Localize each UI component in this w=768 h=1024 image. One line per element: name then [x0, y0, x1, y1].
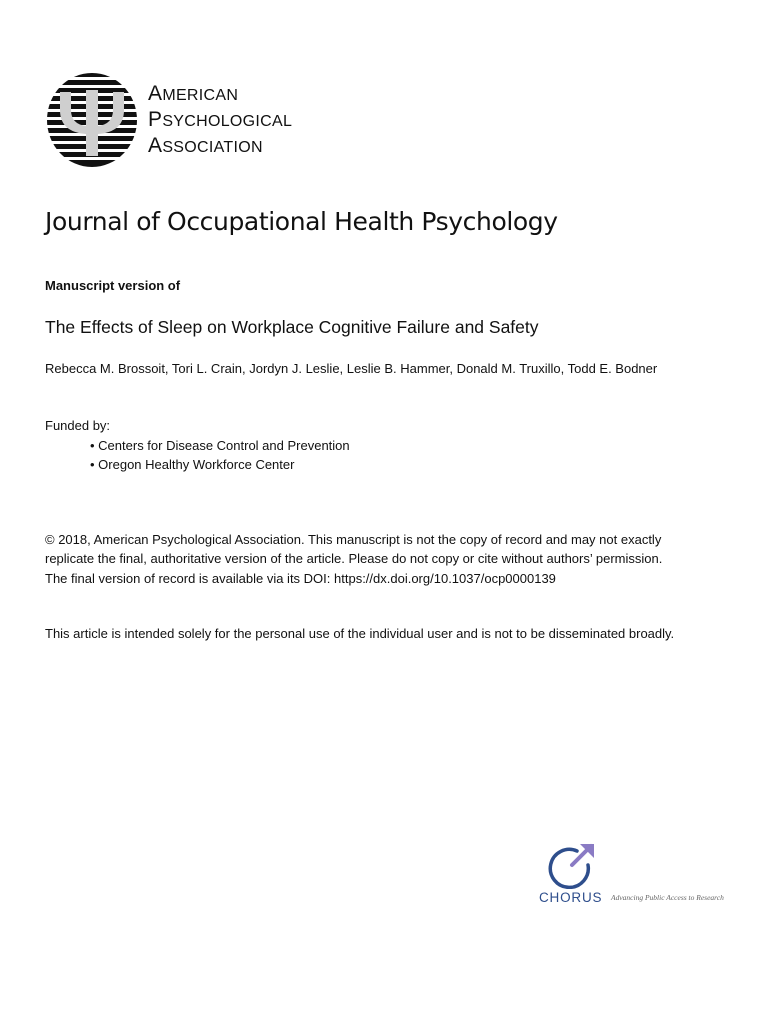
chorus-wordmark: CHORUS	[539, 890, 603, 905]
funder-list	[90, 436, 350, 474]
apa-logo	[46, 72, 296, 168]
copyright-line: The final version of record is available via its DOI: https://dx.doi.org/10.1037/ocp0000139	[45, 570, 556, 586]
personal-use-notice: This article is intended solely for the personal use of the individual user and is not to be disseminated broadly.	[45, 626, 675, 641]
author-list: Rebecca M. Brossoit, Tori L. Crain, Jordyn J. Leslie, Leslie B. Hammer, Donald M. Truxillo, Todd E. Bodner	[45, 361, 658, 376]
article-title: The Effects of Sleep on Workplace Cognitive Failure and Safety	[45, 317, 539, 337]
copyright-line: © 2018, American Psychological Association. This manuscript is not the copy of record and may not exactly	[45, 532, 662, 547]
funder-item: • Oregon Healthy Workforce Center	[90, 455, 350, 474]
manuscript-label: Manuscript version of	[45, 278, 181, 293]
funder-item: • Centers for Disease Control and Prevention	[90, 436, 350, 455]
funded-by-label: Funded by:	[45, 418, 111, 433]
apa-name-line-1: AMERICAN	[148, 82, 239, 105]
apa-name-line-3: ASSOCIATION	[148, 134, 263, 157]
copyright-line: replicate the final, authoritative version of the article. Please do not copy or cite without authors’ permission.	[45, 551, 663, 567]
apa-psi-seal-icon	[46, 72, 138, 168]
journal-title: Journal of Occupational Health Psychology	[45, 207, 558, 236]
chorus-logo	[536, 843, 726, 909]
chorus-circle-arrow-icon	[547, 843, 595, 889]
chorus-tagline: Advancing Public Access to Research	[611, 893, 724, 902]
copyright-notice	[45, 530, 735, 588]
apa-name-line-2: PSYCHOLOGICAL	[148, 108, 293, 131]
